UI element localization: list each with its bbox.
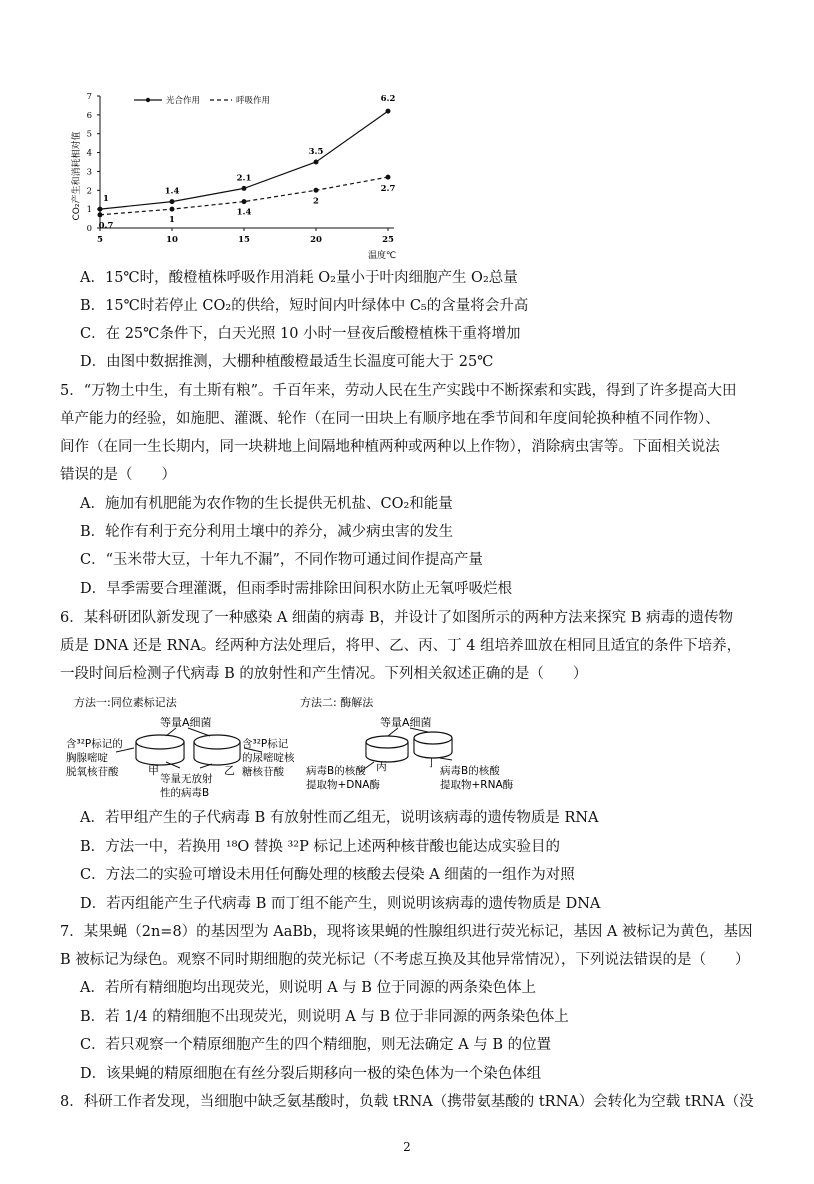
- legend-label-respiration: 呼吸作用: [236, 96, 271, 106]
- co2-temperature-chart: [70, 88, 410, 263]
- data-point: [170, 199, 175, 204]
- q7-option-d: D．该果蝇的精原细胞在有丝分裂后期移向一极的染色体为一个染色体组: [80, 1066, 542, 1082]
- q6-stem-line-3: 一段时间后检测子代病毒 B 的放射性和产生情况。下列相关叙述正确的是（ ）: [60, 666, 588, 682]
- bacteria-label-1: 等量A细菌: [160, 716, 212, 729]
- x-tick-label: 10: [166, 235, 178, 245]
- q7-stem-line-2: B 被标记为绿色。观察不同时期细胞的荧光标记（不考虑互换及其他异常情况），下列说法错误的是（ ）: [60, 952, 750, 968]
- x-tick-label: 5: [97, 235, 103, 245]
- data-point: [314, 160, 319, 165]
- petri-dish-jia: [136, 735, 184, 765]
- q4-option-c: C．在 25℃条件下，白天光照 10 小时一昼夜后酸橙植株干重将增加: [80, 326, 521, 342]
- data-label: 2: [313, 196, 319, 207]
- data-label: 1.4: [236, 207, 252, 218]
- chart-series: [98, 94, 396, 231]
- q8-stem-line-1: 8．科研工作者发现，当细胞中缺乏氨基酸时，负载 tRNA（携带氨基酸的 tRNA）会转化为空载 tRNA（没: [60, 1094, 754, 1110]
- rnase-note-line-2: 提取物+RNA酶: [440, 779, 514, 791]
- q5-stem-line-4: 错误的是（ ）: [60, 467, 176, 483]
- q6-stem-line-2: 质是 DNA 还是 RNA。经两种方法处理后，将甲、乙、丙、丁 4 组培养皿放在相同且适宜的条件下培养，: [60, 638, 742, 654]
- y-tick-label: 3: [86, 167, 92, 178]
- q6-option-d: D．若丙组能产生子代病毒 B 而丁组不能产生，则说明该病毒的遗传物质是 DNA: [80, 896, 601, 912]
- data-point: [314, 188, 319, 193]
- data-label: 1: [103, 194, 109, 205]
- data-point: [242, 199, 247, 204]
- q5-stem-line-1: 5．“万物土中生，有土斯有粮”。千百年来，劳动人民在生产实践中不断探索和实践，得到了许多提高大田: [60, 383, 737, 399]
- data-label: 1.4: [164, 186, 180, 197]
- q7-option-c: C．若只观察一个精原细胞产生的四个精细胞，则无法确定 A 与 B 的位置: [80, 1037, 552, 1053]
- q7-option-b: B．若 1/4 的精细胞不出现荧光，则说明 A 与 B 位于非同源的两条染色体上: [80, 1009, 569, 1025]
- q5-stem-line-3: 间作（在同一生长期内，同一块耕地上间隔地种植两种或两种以上作物），消除病虫害等。下面相关说法: [60, 439, 720, 455]
- dnase-note-line-1: 病毒B的核酸: [306, 765, 366, 777]
- data-label: 3.5: [308, 147, 324, 157]
- q4-option-a: A．15℃时，酸橙植株呼吸作用消耗 O₂量小于叶肉细胞产生 O₂总量: [80, 270, 518, 286]
- data-point: [170, 207, 175, 212]
- q6-option-a: A．若甲组产生的子代病毒 B 有放射性而乙组无，说明该病毒的遗传物质是 RNA: [80, 810, 599, 826]
- middle-note-line-1: 等量无放射: [160, 773, 213, 785]
- x-tick-label: 15: [238, 235, 250, 245]
- data-label: 0.7: [98, 220, 114, 231]
- left-note-line-3: 脱氧核苷酸: [66, 766, 119, 778]
- middle-note-line-2: 性的病毒B: [160, 787, 210, 799]
- chart-x-axis-label: 温度℃: [367, 251, 397, 261]
- q6-stem-line-1: 6．某科研团队新发现了一种感染 A 细菌的病毒 B，并设计了如图所示的两种方法来探究 B 病毒的遗传物: [60, 610, 734, 626]
- legend-label-photosynthesis: 光合作用: [166, 96, 201, 106]
- data-point: [98, 207, 103, 212]
- x-tick-label: 25: [382, 235, 394, 245]
- method-2-title: 方法二: 酶解法: [300, 696, 374, 709]
- label-jia: 甲: [148, 764, 159, 777]
- q7-stem-line-1: 7．某果蝇（2n=8）的基因型为 AaBb，现将该果蝇的性腺组织进行荧光标记，基因 A 被标记为黄色，基因: [60, 924, 753, 940]
- series-line-photosynthesis: [100, 111, 388, 209]
- rnase-note-line-1: 病毒B的核酸: [440, 765, 500, 777]
- data-point: [242, 186, 247, 191]
- method-1-title: 方法一:同位素标记法: [74, 696, 177, 709]
- label-yi: 乙: [224, 764, 235, 777]
- page-number: 2: [403, 1140, 411, 1154]
- q5-option-a: A．施加有机肥能为农作物的生长提供无机盐、CO₂和能量: [80, 496, 453, 512]
- left-note-line-1: 含³²P标记的: [66, 738, 123, 750]
- y-tick-label: 7: [86, 92, 92, 102]
- q5-option-b: B．轮作有利于充分利用土壤中的养分，减少病虫害的发生: [80, 524, 454, 540]
- q6-option-b: B．方法一中，若换用 ¹⁸O 替换 ³²P 标记上述两种核苷酸也能达成实验目的: [80, 839, 560, 855]
- q5-option-c: C．“玉米带大豆，十年九不漏”，不同作物可通过间作提高产量: [80, 552, 483, 568]
- data-label: 2.7: [380, 184, 396, 195]
- data-point: [386, 109, 391, 114]
- y-tick-label: 1: [86, 205, 92, 216]
- petri-dish-yi: [194, 735, 240, 765]
- experiment-diagram: [62, 692, 582, 804]
- right-note-line-2: 的尿嘧啶核: [242, 752, 295, 764]
- petri-dish-bing: [366, 736, 408, 762]
- chart-y-axis-label: CO₂产生和消耗相对值: [72, 131, 82, 221]
- data-point: [98, 212, 103, 217]
- legend-marker-photosynthesis: [146, 98, 150, 102]
- left-note-line-2: 胸腺嘧啶: [66, 752, 108, 764]
- data-label: 6.2: [380, 94, 396, 105]
- data-point: [386, 175, 391, 180]
- data-label: 1: [169, 215, 175, 226]
- dnase-note-line-2: 提取物+DNA酶: [306, 779, 380, 791]
- chart-legend: [134, 95, 270, 106]
- y-tick-label: 6: [86, 110, 92, 121]
- label-bing: 丙: [376, 760, 387, 773]
- y-tick-label: 0: [86, 224, 92, 234]
- q4-option-d: D．由图中数据推测，大棚种植酸橙最适生长温度可能大于 25℃: [80, 354, 494, 370]
- right-note-line-3: 糖核苷酸: [242, 766, 284, 778]
- y-tick-label: 5: [86, 129, 92, 140]
- y-tick-label: 4: [86, 148, 92, 159]
- chart-ticks: [87, 92, 394, 245]
- right-note-line-1: 含³²P标记: [242, 738, 289, 750]
- bacteria-label-2: 等量A细菌: [380, 716, 432, 729]
- label-ding: 丁: [426, 756, 437, 769]
- y-tick-label: 2: [86, 186, 92, 197]
- petri-dish-ding: [414, 732, 452, 758]
- q7-option-a: A．若所有精细胞均出现荧光，则说明 A 与 B 位于同源的两条染色体上: [80, 980, 537, 996]
- q5-option-d: D．旱季需要合理灌溉，但雨季时需排除田间积水防止无氧呼吸烂根: [80, 581, 513, 597]
- q6-option-c: C．方法二的实验可增设未用任何酶处理的核酸去侵染 A 细菌的一组作为对照: [80, 867, 575, 883]
- x-tick-label: 20: [310, 235, 322, 245]
- data-label: 2.1: [236, 173, 252, 184]
- q4-option-b: B．15℃时若停止 CO₂的供给，短时间内叶绿体中 C₅的含量将会升高: [80, 298, 529, 314]
- q5-stem-line-2: 单产能力的经验，如施肥、灌溉、轮作（在同一田块上有顺序地在季节间和年度间轮换种植不同作物）、: [60, 411, 720, 427]
